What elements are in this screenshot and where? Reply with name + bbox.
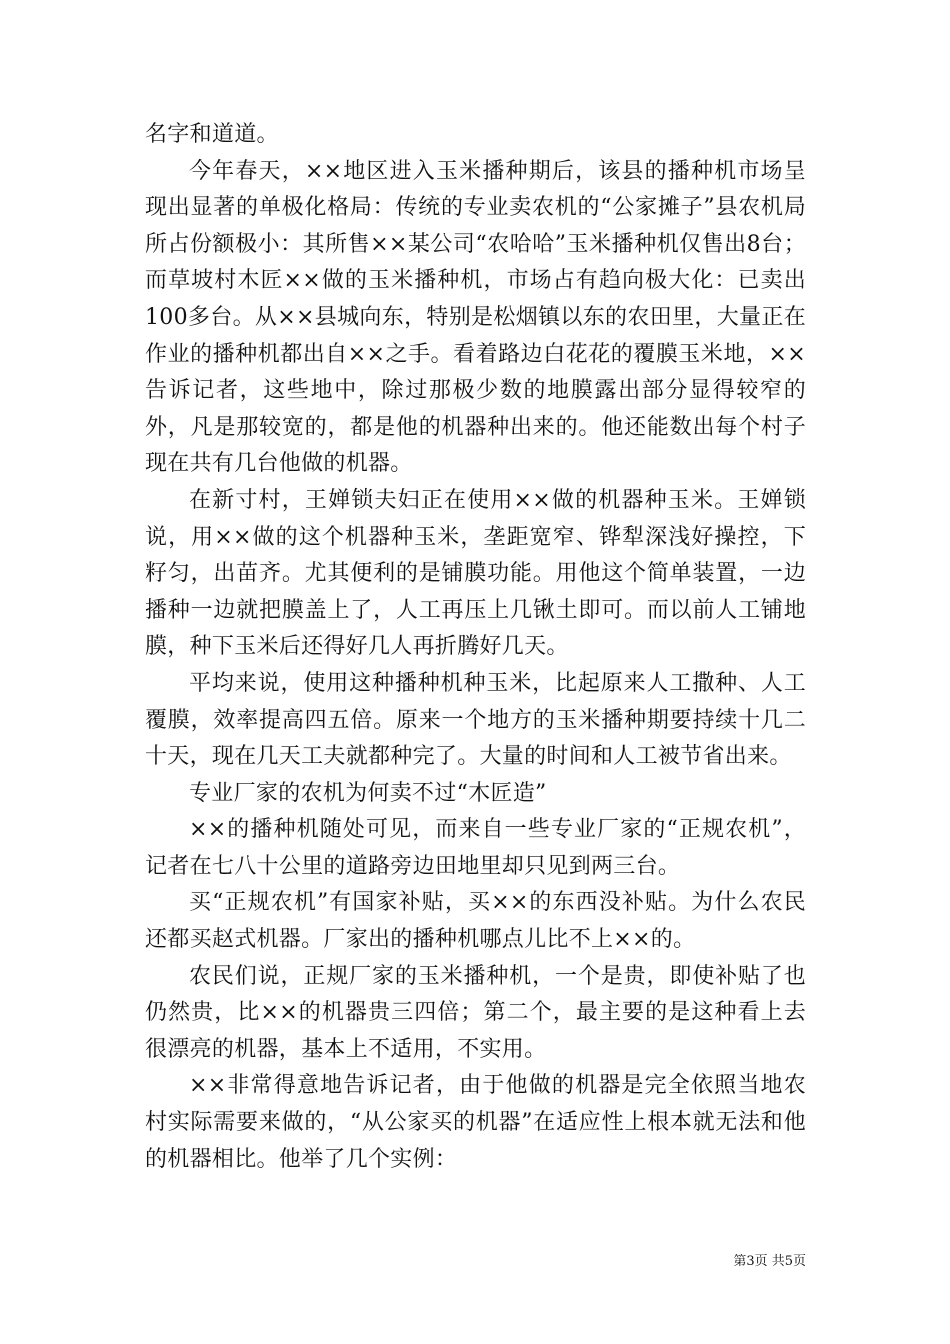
- paragraph-6: 买“正规农机”有国家补贴，买××的东西没补贴。为什么农民还都买赵式机器。厂家出的播种机哪点儿比不上××的。: [145, 890, 806, 953]
- paragraph-3: 在新寸村，王婵锁夫妇正在使用××做的机器种玉米。王婵锁说，用××做的这个机器种玉米，垄距宽窄、铧犁深浅好操控，下籽匀，出苗齐。尤其便利的是铺膜功能。用他这个简单装置，一边播种一边就把膜盖上了，人工再压上几锹土即可。而以前人工铺地膜，种下玉米后还得好几人再折腾好几天。: [145, 487, 806, 660]
- paragraph-5: ××的播种机随处可见，而来自一些专业厂家的“正规农机”，记者在七八十公里的道路旁边田地里却只见到两三台。: [145, 817, 806, 879]
- document-body: [145, 117, 806, 1178]
- paragraph-2: 今年春天，××地区进入玉米播种期后，该县的播种机市场呈现出显著的单极化格局：传统的专业卖农机的“公家摊子”县农机局所占份额极小：其所售××某公司“农哈哈”玉米播种机仅售出8台；而草坡村木匠××做的玉米播种机，市场占有趋向极大化：已卖出100多台。从××县城向东，特别是松烟镇以东的农田里，大量正在作业的播种机都出自××之手。看着路边白花花的覆膜玉米地，××告诉记者，这些地中，除过那极少数的地膜露出部分显得较窄的外，凡是那较宽的，都是他的机器种出来的。他还能数出每个村子现在共有几台他做的机器。: [145, 158, 806, 477]
- section-heading: 专业厂家的农机为何卖不过“木匠造”: [189, 780, 547, 806]
- page-number: 第3页 共5页: [733, 1254, 806, 1269]
- paragraph-4: 平均来说，使用这种播种机种玉米，比起原来人工撒种、人工覆膜，效率提高四五倍。原来一个地方的玉米播种期要持续十几二十天，现在几天工夫就都种完了。大量的时间和人工被节省出来。: [145, 670, 806, 770]
- paragraph-8: ××非常得意地告诉记者，由于他做的机器是完全依照当地农村实际需要来做的，“从公家买的机器”在适应性上根本就无法和他的机器相比。他举了几个实例：: [145, 1073, 806, 1172]
- paragraph-7: 农民们说，正规厂家的玉米播种机，一个是贵，即使补贴了也仍然贵，比××的机器贵三四倍；第二个，最主要的是这种看上去很漂亮的机器，基本上不适用，不实用。: [145, 963, 806, 1062]
- paragraph-1: 名字和道道。: [145, 122, 279, 147]
